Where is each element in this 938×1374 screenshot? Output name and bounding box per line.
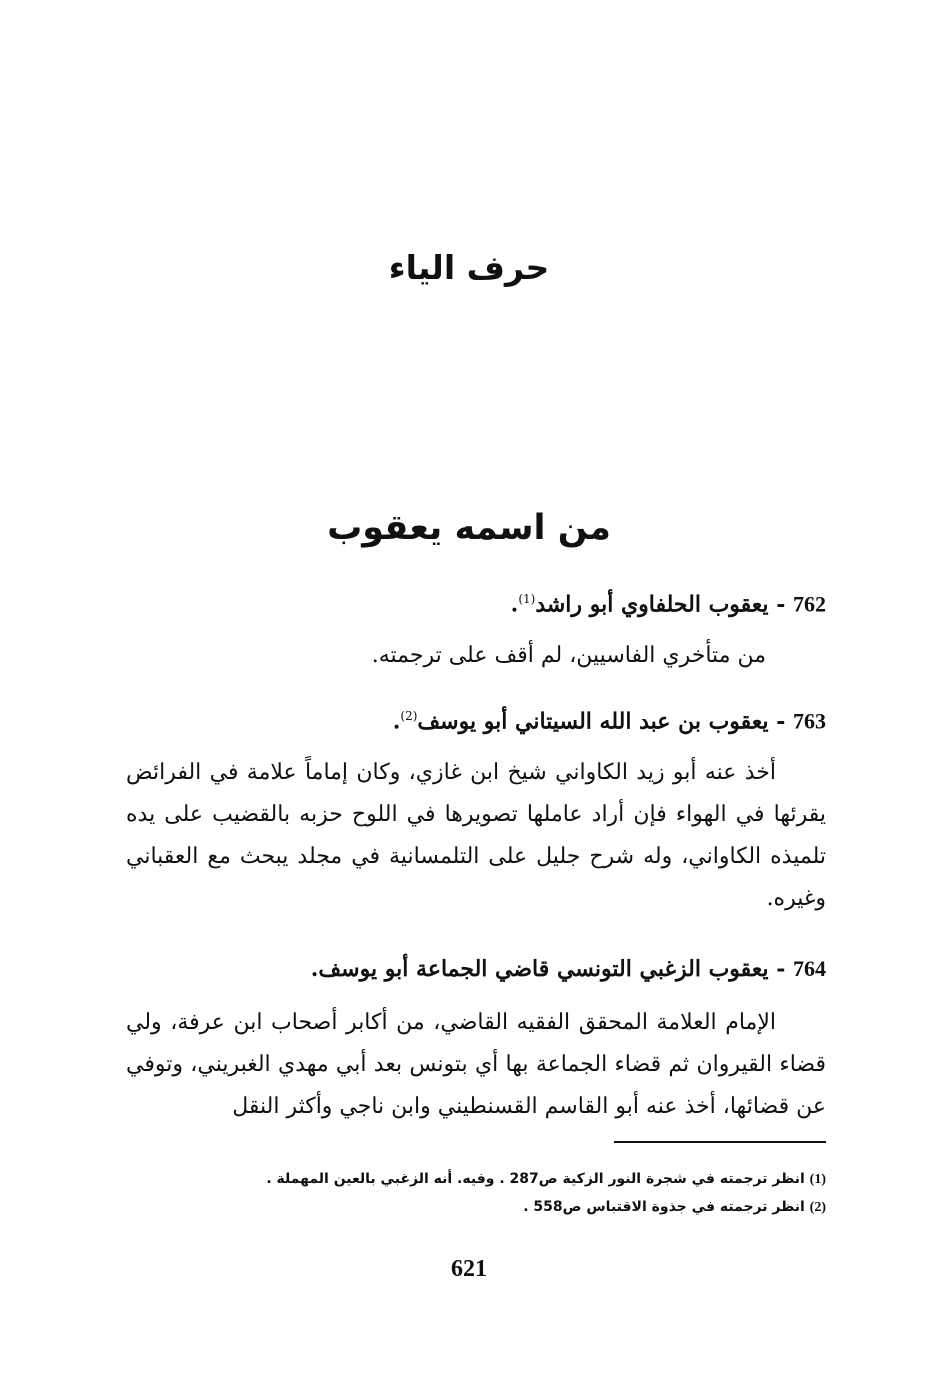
- footnote-text: انظر ترجمته في شجرة النور الزكية ص287 . وفيه. أنه الزغبي بالعين المهملة .: [266, 1171, 805, 1187]
- entry-body-762: من متأخري الفاسيين، لم أقف على ترجمته.: [371, 643, 766, 668]
- footnote-mark: (1): [809, 1172, 826, 1187]
- entry-heading-763: 763 - يعقوب بن عبد الله السيتاني أبو يوسف$^{(2)}$.: [392, 708, 826, 735]
- footnote-1: [106, 1167, 826, 1192]
- entry-heading-764: 764 - يعقوب الزغبي التونسي قاضي الجماعة أبو يوسف.: [310, 956, 826, 982]
- footnote-text: انظر ترجمته في جذوة الاقتباس ص558 .: [523, 1199, 805, 1215]
- footnote-2: [106, 1195, 826, 1220]
- footnote-mark: (2): [809, 1200, 826, 1215]
- entry-body-763: أخذ عنه أبو زيد الكاواني شيخ ابن غازي، وكان إماماً علامة في الفرائض يقرئها في الهواء فإن أراد عاملها تصويرها في اللوح حزبه بالقضيب على يده تلميذه الكاواني، وله شرح جليل على التلمسانية في مجلد يبحث مع العقباني وغيره.: [126, 760, 826, 911]
- entry-number: 762: [793, 591, 826, 617]
- entry-title: يعقوب الزغبي التونسي قاضي الجماعة أبو يوسف.: [310, 956, 769, 982]
- page-number: 621: [451, 1256, 487, 1282]
- chapter-title: حرف الياء: [388, 248, 550, 287]
- entry-number: 764: [793, 956, 826, 981]
- entry-heading-762: 762 - يعقوب الحلفاوي أبو راشد$^{(1)}$.: [510, 591, 826, 618]
- section-title: من اسمه يعقوب: [327, 508, 611, 548]
- entry-title: يعقوب الحلفاوي أبو راشد: [535, 591, 769, 618]
- entry-body-764: الإمام العلامة المحقق الفقيه القاضي، من أكابر أصحاب ابن عرفة، ولي قضاء القيروان ثم قضاء الجماعة بها أي بتونس بعد أبي مهدي الغبريني، وتوفي عن قضائها، أخذ عنه أبو القاسم القسنطيني وابن ناجي وأكثر النقل: [126, 1010, 826, 1119]
- entry-heading-end: .: [510, 591, 519, 618]
- footnote-divider: [614, 1141, 826, 1143]
- entry-heading-end: .: [392, 708, 401, 735]
- entry-title: يعقوب بن عبد الله السيتاني أبو يوسف: [417, 708, 769, 735]
- footnote-ref: (1): [518, 592, 536, 606]
- entry-number: 763: [793, 708, 826, 734]
- footnote-ref: (2): [400, 709, 418, 723]
